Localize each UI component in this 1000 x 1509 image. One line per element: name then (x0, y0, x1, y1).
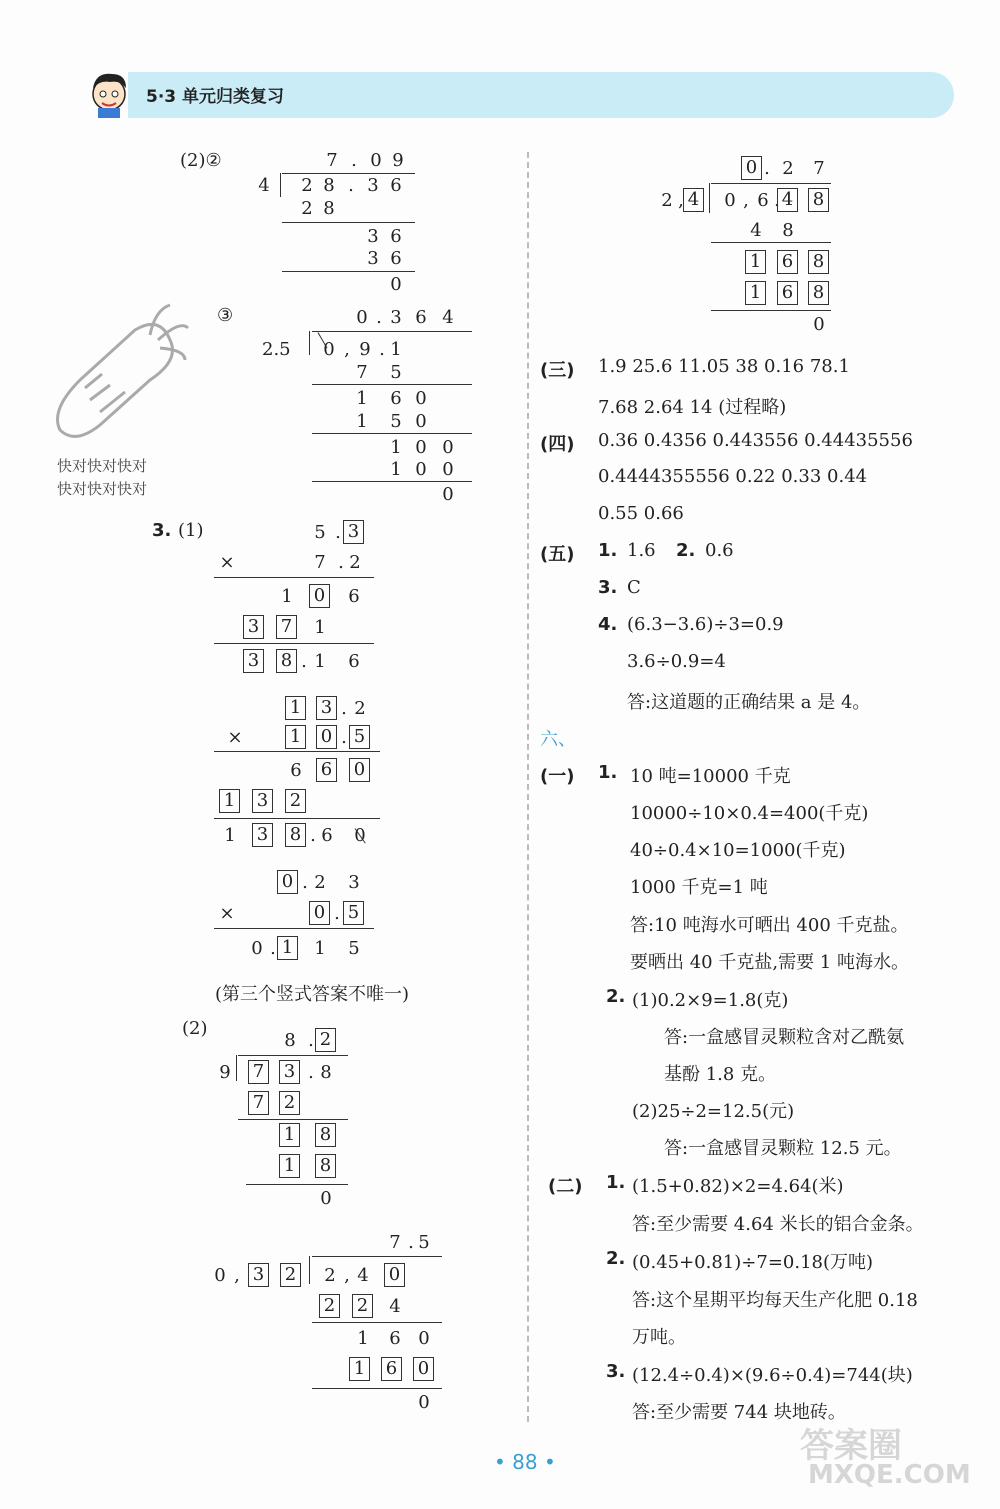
yi-2-l3: 基酚 1.8 克。 (664, 1064, 777, 1085)
er-2-l2: 答:这个星期平均每天生产化肥 0.18 (632, 1290, 918, 1311)
yi-1-l4: 1000 千克=1 吨 (630, 877, 768, 898)
section-er-label: (二) (548, 1176, 583, 1197)
si-line-3: 0.55 0.66 (598, 503, 684, 524)
wu-1-num: 1. (598, 540, 618, 561)
yi-2-l2: 答:一盒感冒灵颗粒含对乙酰氨 (664, 1027, 905, 1048)
san-line-1: 1.9 25.6 11.05 38 0.16 78.1 (598, 356, 850, 377)
yi-2-l5: 答:一盒感冒灵颗粒 12.5 元。 (664, 1138, 902, 1159)
section-si-label: (四) (540, 434, 575, 455)
section-yi-label: (一) (540, 766, 575, 787)
er-2-num: 2. (606, 1248, 626, 1269)
wu-1-val: 1.6 (627, 540, 656, 561)
yi-2-l1: (1)0.2×9=1.8(克) (632, 990, 789, 1011)
mascot-boy-icon (84, 66, 134, 118)
q3-sub2: (2) (182, 1018, 208, 1039)
yi-1-l1: 10 吨=10000 千克 (630, 766, 791, 787)
yi-1-l5: 答:10 吨海水可晒出 400 千克盐。 (630, 915, 909, 936)
er-1-l2: 答:至少需要 4.64 米长的铝合金条。 (632, 1214, 924, 1235)
side-caption-2: 快对快对快对 (57, 480, 148, 498)
watermark-url: MXQE.COM (808, 1460, 971, 1490)
san-line-2: 7.68 2.64 14 (过程略) (598, 397, 787, 418)
yi-2-num: 2. (606, 986, 626, 1007)
label-2-2: (2)② (180, 150, 222, 171)
wu-4-l3: 答:这道题的正确结果 a 是 4。 (627, 692, 871, 713)
watermark-text: 答案圈 (800, 1426, 902, 1466)
er-2-l1: (0.45+0.81)÷7=0.18(万吨) (632, 1252, 874, 1273)
header-title: 5·3 单元归类复习 (146, 87, 285, 107)
page-number: • 88 • (494, 1450, 556, 1474)
wu-4-num: 4. (598, 614, 618, 635)
si-line-2: 0.4444355556 0.22 0.33 0.44 (598, 466, 868, 487)
yi-1-num: 1. (598, 762, 618, 783)
si-line-1: 0.36 0.4356 0.443556 0.44435556 (598, 430, 913, 451)
wu-3-val: C (627, 577, 641, 598)
side-caption-1: 快对快对快对 (57, 457, 148, 475)
er-1-num: 1. (606, 1172, 626, 1193)
er-2-l3: 万吨。 (632, 1327, 686, 1348)
wu-2-num: 2. (676, 540, 696, 561)
section-liu-label: 六、 (540, 729, 576, 750)
er-3-num: 3. (606, 1361, 626, 1382)
yi-1-l6: 要晒出 40 千克盐,需要 1 吨海水。 (630, 952, 909, 973)
label-3: ③ (217, 305, 234, 326)
yi-1-l3: 40÷0.4×10=1000(千克) (630, 840, 846, 861)
wu-2-val: 0.6 (705, 540, 734, 561)
wu-4-l1: (6.3−3.6)÷3=0.9 (627, 614, 784, 635)
page: 5·3 单元归类复习 快对快对快对 快对快对快对 (2)② 7 . 0 9 4 2 8 . 3 6 2 8 3 6 3 6 0 ③ 0 . 3 6 4 2.5 0 , 9 . 1 7 5 1 6 0 1 5 0 1 0 0 1 0 0 0 3. (1) 5 . 3 × 7 . 2 1 0 6 3 7 1 3 8 . 1 6 1 3 . 2 × 1 0 . 5 6 6 0 1 3 2 1 3 8 . 6 0 0 . 2 3 × 0 . 5 0 . 1 1 5 (第三个竖式答案不唯一) (2) 8 . 2 9 7 3 . 8 7 2 1 8 1 8 0 7 . 5 0 , 3 2 2 , 4 0 2 2 4 1 6 0 1 6 0 0 0 . 2 7 2 , 4 0 , 6 . 4 8 4 8 1 6 8 1 6 8 0 (三) 1.9 25.6 11.05 38 0.16 78.1 7.68 2.64 14 (过程略) (四) 0.36 0.4356 0.443556 0.44435556 0.4444355556 0.22 0.33 0.44 0.55 0.66 (五) 1. 1.6 2. 0.6 3. C 4. (6.3−3.6)÷3=0.9 3.6÷0.9=4 答:这道题的正确结果 a 是 4。 六、 (一) 1. 10 吨=10000 千克 10000÷10×0.4=400(千克) 40÷0.4×10=1000(千克) 1000 千克=1 吨 答:10 吨海水可晒出 400 千克盐。 要晒出 40 千克盐,需要 1 吨海水。 2. (1)0.2×9=1.8(克) 答:一盒感冒灵颗粒含对乙酰氨 基酚 1.8 克。 (2)25÷2=12.5(元) 答:一盒感冒灵颗粒 12.5 元。 (二) 1. (1.5+0.82)×2=4.64(米) 答:至少需要 4.64 米长的铝合金条。 2. (0.45+0.81)÷7=0.18(万吨) 答:这个星期平均每天生产化肥 0.18 万吨。 3. (12.4÷0.4)×(9.6÷0.4)=744(块) 答:至少需要 744 块地砖。 • 88 • 答案圈 MXQE.COM (0, 0, 1000, 1509)
carrot-icon (40, 300, 190, 450)
q3-number: 3. (152, 520, 172, 541)
yi-2-l4: (2)25÷2=12.5(元) (632, 1101, 795, 1122)
yi-1-l2: 10000÷10×0.4=400(千克) (630, 803, 869, 824)
wu-3-num: 3. (598, 577, 618, 598)
er-1-l1: (1.5+0.82)×2=4.64(米) (632, 1176, 844, 1197)
section-san-label: (三) (540, 360, 575, 381)
section-wu-label: (五) (540, 544, 575, 565)
q3-note: (第三个竖式答案不唯一) (215, 984, 410, 1005)
er-3-l2: 答:至少需要 744 块地砖。 (632, 1402, 846, 1423)
er-3-l1: (12.4÷0.4)×(9.6÷0.4)=744(块) (632, 1365, 913, 1386)
wu-4-l2: 3.6÷0.9=4 (627, 651, 726, 672)
q3-sub1: (1) (178, 520, 204, 541)
column-divider (527, 152, 529, 1422)
